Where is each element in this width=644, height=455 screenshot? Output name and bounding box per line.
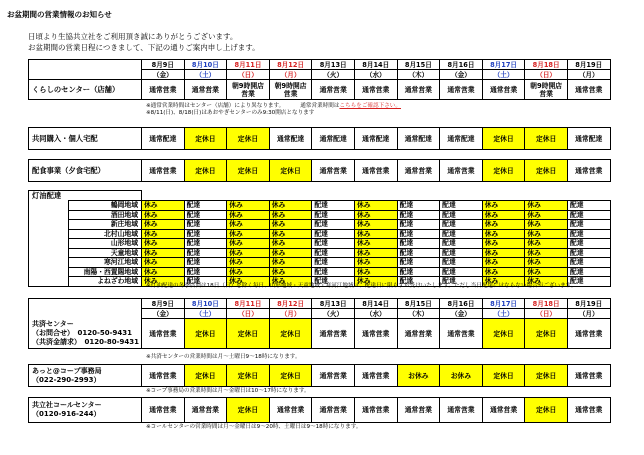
weekday-cell: （火） <box>312 309 355 319</box>
toyu-cell: 休み <box>142 258 185 268</box>
toyu-cell: 配達 <box>184 267 227 277</box>
haishoku-cell: 定休日 <box>482 160 525 182</box>
date-cell: 8月19日 <box>567 299 610 309</box>
date-cell: 8月10日 <box>184 299 227 309</box>
kyosai-label-line: （お問合せ） 0120-50-9431 <box>32 328 133 337</box>
weekday-cell: （水） <box>354 309 397 319</box>
toyu-cell: 配達 <box>567 267 610 277</box>
call-cell: 通常営業 <box>184 398 227 423</box>
kyosai-row <box>29 319 611 349</box>
kyosai-cell: 通常営業 <box>312 319 355 349</box>
toyu-cell: 配達 <box>567 210 610 220</box>
toyu-cell: 配達 <box>567 277 610 287</box>
date-cell: 8月17日 <box>482 299 525 309</box>
haishoku-cell: 通常営業 <box>440 160 483 182</box>
kyodo-label: 共同購入・個人宅配 <box>29 128 142 150</box>
toyu-area-row <box>29 267 611 277</box>
toyu-cell: 配達 <box>440 277 483 287</box>
kurashi-cell: 通常営業 <box>354 80 397 100</box>
haishoku-row <box>29 160 611 182</box>
atto-cell: お休み <box>440 365 483 387</box>
kyosai-label-line: 共済センター <box>32 319 74 328</box>
haishoku-label: 配食事業（夕食宅配） <box>29 160 142 182</box>
toyu-note: ※灯油配達の冬季店回は18日（日）を除く毎日、山形地域・天童地域・寒河江地域は、配達日に限らずお受けいたします。ただし当日配達にはならない場合がございます。 <box>146 283 577 289</box>
weekday-cell: （木） <box>397 309 440 319</box>
date-cell: 8月16日 <box>440 60 483 70</box>
toyu-cell: 休み <box>142 248 185 258</box>
atto-row <box>29 365 611 387</box>
date-cell: 8月10日 <box>184 60 227 70</box>
toyu-cell: 配達 <box>397 210 440 220</box>
toyu-cell: 配達 <box>440 248 483 258</box>
kurashi-cell <box>525 80 568 100</box>
toyu-cell: 休み <box>354 248 397 258</box>
atto-label <box>29 365 142 387</box>
toyu-cell: 休み <box>354 277 397 287</box>
schedule-table-kyodo <box>28 127 611 150</box>
haishoku-cell: 通常営業 <box>397 160 440 182</box>
toyu-cell: 休み <box>269 220 312 230</box>
kurashi-cell <box>269 80 312 100</box>
toyu-lead-blank <box>29 201 69 211</box>
kurashi-cell: 通常営業 <box>312 80 355 100</box>
kyosai-cell: 通常営業 <box>440 319 483 349</box>
kyosai-cell: 定休日 <box>269 319 312 349</box>
weekday-cell: （日） <box>525 309 568 319</box>
toyu-area-row <box>29 210 611 220</box>
toyu-cell: 休み <box>482 229 525 239</box>
toyu-cell: 配達 <box>312 201 355 211</box>
toyu-cell: 配達 <box>440 220 483 230</box>
toyu-area-label: 山形地域 <box>69 239 142 249</box>
kyodo-cell: 通常配達 <box>440 128 483 150</box>
call-note: ※コールセンターの営業時間は月～金曜日は9～20時、土曜日は9～18時になります。 <box>146 424 362 430</box>
toyu-cell: 休み <box>227 210 270 220</box>
toyu-cell: 休み <box>354 201 397 211</box>
haishoku-cell: 通常営業 <box>567 160 610 182</box>
toyu-area-label: 新庄地域 <box>69 220 142 230</box>
toyu-cell: 配達 <box>397 201 440 211</box>
kurashi-cell-l2: 営業 <box>241 89 255 98</box>
weekday-cell: （月） <box>269 309 312 319</box>
toyu-cell: 配達 <box>567 201 610 211</box>
toyu-lead-blank <box>29 229 69 239</box>
toyu-cell: 休み <box>482 239 525 249</box>
call-cell: 通常営業 <box>440 398 483 423</box>
weekday-cell: （金） <box>440 309 483 319</box>
kyosai-note: ※共済センターの営業時間は月～土曜日9～18時になります。 <box>146 354 301 360</box>
toyu-cell: 配達 <box>184 277 227 287</box>
hours-link[interactable]: こちらをご確認下さい。 <box>339 103 401 109</box>
kurashi-cell: 通常営業 <box>440 80 483 100</box>
weekday-cell: （月） <box>567 70 610 80</box>
date-cell: 8月11日 <box>227 60 270 70</box>
kurashi-cell-l2: 営業 <box>539 89 553 98</box>
toyu-cell: 配達 <box>184 229 227 239</box>
toyu-cell: 休み <box>142 239 185 249</box>
kurashi-cell: 通常営業 <box>567 80 610 100</box>
schedule-table-toyu <box>28 190 611 287</box>
kyodo-cell: 通常配達 <box>567 128 610 150</box>
kyosai-label-line: （共済金請求） 0120-80-9431 <box>32 337 140 346</box>
toyu-cell: 配達 <box>184 220 227 230</box>
atto-cell: 定休日 <box>269 365 312 387</box>
date-cell: 8月16日 <box>440 299 483 309</box>
toyu-cell: 配達 <box>184 258 227 268</box>
toyu-cell: 休み <box>269 229 312 239</box>
toyu-lead-blank <box>29 210 69 220</box>
page-title: お盆期間の営業情報のお知らせ <box>7 10 112 19</box>
atto-cell: 定休日 <box>525 365 568 387</box>
atto-label-line: あっと@コープ事務局 <box>32 366 102 375</box>
kurashi-label: くらしのセンター（店舗） <box>29 80 142 100</box>
call-cell: 通常営業 <box>567 398 610 423</box>
toyu-lead-blank <box>29 258 69 268</box>
schedule-table-atto <box>28 364 611 387</box>
toyu-cell: 配達 <box>440 267 483 277</box>
toyu-cell: 休み <box>269 210 312 220</box>
call-row <box>29 398 611 423</box>
toyu-lead-blank <box>29 220 69 230</box>
kyodo-cell: 定休日 <box>482 128 525 150</box>
toyu-lead-blank <box>29 239 69 249</box>
kurashi-cell-l1: 朝9時開店 <box>232 81 264 90</box>
toyu-cell: 休み <box>227 239 270 249</box>
toyu-cell: 休み <box>142 220 185 230</box>
date-cell: 8月13日 <box>312 299 355 309</box>
kyosai-cell: 通常営業 <box>397 319 440 349</box>
toyu-cell: 休み <box>482 248 525 258</box>
header-blank <box>29 60 142 70</box>
atto-cell: 通常営業 <box>354 365 397 387</box>
date-cell: 8月12日 <box>269 60 312 70</box>
weekday-cell: （土） <box>184 309 227 319</box>
toyu-lead-blank <box>29 277 69 287</box>
toyu-cell: 休み <box>525 277 568 287</box>
toyu-cell: 配達 <box>312 210 355 220</box>
toyu-cell: 配達 <box>440 258 483 268</box>
toyu-area-row <box>29 239 611 249</box>
atto-note: ※コープ事務局の営業時間は月～金曜日は10～17時になります。 <box>146 388 310 394</box>
call-cell: 通常営業 <box>312 398 355 423</box>
atto-cell: 通常営業 <box>312 365 355 387</box>
toyu-cell: 休み <box>227 229 270 239</box>
call-cell: 通常営業 <box>354 398 397 423</box>
kurashi-cell: 通常営業 <box>482 80 525 100</box>
intro-line-2: お盆期間の営業日程につきまして、下記の通りご案内申し上げます。 <box>28 43 260 52</box>
toyu-cell: 休み <box>525 248 568 258</box>
kyodo-cell: 定休日 <box>525 128 568 150</box>
toyu-cell: 休み <box>227 277 270 287</box>
weekday-cell: （土） <box>482 309 525 319</box>
call-cell: 通常営業 <box>269 398 312 423</box>
haishoku-cell: 定休日 <box>227 160 270 182</box>
toyu-cell: 休み <box>354 239 397 249</box>
header-blank <box>29 309 142 319</box>
kyosai-cell: 定休日 <box>525 319 568 349</box>
kyodo-cell: 通常配達 <box>142 128 185 150</box>
toyu-area-label: 北村山地域 <box>69 229 142 239</box>
kyosai-cell: 定休日 <box>184 319 227 349</box>
toyu-cell: 休み <box>227 220 270 230</box>
date-header-row-2 <box>29 299 611 309</box>
intro-text <box>28 31 260 53</box>
toyu-cell: 休み <box>482 267 525 277</box>
date-cell: 8月9日 <box>142 60 185 70</box>
toyu-cell: 休み <box>269 201 312 211</box>
intro-line-1: 日頃より生協共立社をご利用頂き誠にありがとうございます。 <box>28 32 238 41</box>
kyodo-cell: 通常配達 <box>354 128 397 150</box>
toyu-area-label: 鶴岡地域 <box>69 201 142 211</box>
toyu-cell: 配達 <box>312 239 355 249</box>
toyu-area-row <box>29 248 611 258</box>
toyu-cell: 休み <box>269 258 312 268</box>
toyu-cell: 配達 <box>312 258 355 268</box>
date-cell: 8月17日 <box>482 60 525 70</box>
date-cell: 8月9日 <box>142 299 185 309</box>
date-cell: 8月15日 <box>397 299 440 309</box>
kurashi-cell-l1: 朝9時開店 <box>274 81 307 90</box>
toyu-cell: 休み <box>525 210 568 220</box>
atto-cell: 定休日 <box>482 365 525 387</box>
toyu-area-row <box>29 201 611 211</box>
kyodo-cell: 通常配達 <box>269 128 312 150</box>
date-cell: 8月18日 <box>525 299 568 309</box>
toyu-cell: 休み <box>482 258 525 268</box>
atto-cell: 通常営業 <box>567 365 610 387</box>
weekday-cell: （金） <box>440 70 483 80</box>
kurashi-cell-l2: 営業 <box>283 89 298 98</box>
toyu-label: 灯油配達 <box>29 191 142 201</box>
toyu-cell: 休み <box>227 267 270 277</box>
toyu-area-row <box>29 258 611 268</box>
kurashi-cell: 通常営業 <box>397 80 440 100</box>
toyu-cell: 休み <box>354 267 397 277</box>
date-cell: 8月18日 <box>525 60 568 70</box>
toyu-cell: 配達 <box>567 220 610 230</box>
toyu-cell: 配達 <box>567 239 610 249</box>
kyosai-cell: 定休日 <box>482 319 525 349</box>
toyu-area-label: 南陽・西置賜地域 <box>69 267 142 277</box>
toyu-cell: 配達 <box>397 267 440 277</box>
call-cell: 通常営業 <box>142 398 185 423</box>
kurashi-note-1-text: ※通常営業時間はセンター（店舗）により異なります。 <box>146 103 285 109</box>
toyu-cell: 配達 <box>440 239 483 249</box>
header-blank <box>29 70 142 80</box>
atto-cell: 定休日 <box>227 365 270 387</box>
weekday-cell: （水） <box>354 70 397 80</box>
toyu-cell: 配達 <box>312 229 355 239</box>
toyu-cell: 休み <box>525 239 568 249</box>
toyu-cell: 配達 <box>567 229 610 239</box>
toyu-cell: 配達 <box>312 267 355 277</box>
kyodo-cell: 通常配達 <box>397 128 440 150</box>
toyu-cell: 休み <box>142 229 185 239</box>
toyu-cell: 配達 <box>184 248 227 258</box>
weekday-cell: （金） <box>142 70 185 80</box>
toyu-cell: 配達 <box>312 277 355 287</box>
kurashi-note-1-mid: 通常営業時間は <box>300 103 340 109</box>
toyu-area-row <box>29 229 611 239</box>
kyosai-cell: 通常営業 <box>567 319 610 349</box>
toyu-cell: 休み <box>482 277 525 287</box>
date-cell: 8月19日 <box>567 60 610 70</box>
toyu-cell: 休み <box>525 258 568 268</box>
toyu-cell: 配達 <box>312 220 355 230</box>
kyosai-cell: 通常営業 <box>142 319 185 349</box>
kyosai-cell: 通常営業 <box>354 319 397 349</box>
toyu-cell: 配達 <box>440 229 483 239</box>
toyu-cell: 配達 <box>184 201 227 211</box>
kurashi-cell <box>227 80 270 100</box>
toyu-cell: 休み <box>269 239 312 249</box>
weekday-cell: （木） <box>397 70 440 80</box>
toyu-cell: 配達 <box>397 220 440 230</box>
toyu-title-spacer <box>142 191 611 201</box>
call-cell: 定休日 <box>227 398 270 423</box>
kurashi-note-1 <box>146 103 401 110</box>
weekday-cell: （日） <box>227 309 270 319</box>
toyu-cell: 休み <box>525 267 568 277</box>
toyu-cell: 休み <box>269 267 312 277</box>
toyu-cell: 配達 <box>567 248 610 258</box>
call-label-line: （0120-916-244） <box>32 410 101 418</box>
toyu-cell: 休み <box>142 277 185 287</box>
kyodo-cell: 定休日 <box>227 128 270 150</box>
toyu-cell: 休み <box>525 220 568 230</box>
weekday-cell: （日） <box>227 70 270 80</box>
call-cell: 通常営業 <box>397 398 440 423</box>
toyu-cell: 配達 <box>312 248 355 258</box>
toyu-cell: 配達 <box>567 258 610 268</box>
haishoku-cell: 定休日 <box>184 160 227 182</box>
toyu-cell: 配達 <box>184 239 227 249</box>
date-cell: 8月14日 <box>354 299 397 309</box>
schedule-table-kyosai <box>28 298 611 349</box>
atto-cell: 定休日 <box>184 365 227 387</box>
toyu-cell: 休み <box>354 210 397 220</box>
haishoku-cell: 定休日 <box>269 160 312 182</box>
haishoku-cell: 定休日 <box>525 160 568 182</box>
toyu-cell: 休み <box>227 258 270 268</box>
kurashi-cell: 通常営業 <box>184 80 227 100</box>
haishoku-cell: 通常営業 <box>142 160 185 182</box>
kurashi-note-2: ※8/11(日)、8/18(日)はあおやぎセンターのみ9:30開店となります <box>146 110 315 116</box>
toyu-title-row <box>29 191 611 201</box>
toyu-cell: 休み <box>269 248 312 258</box>
toyu-cell: 休み <box>354 220 397 230</box>
kurashi-cell-l1: 朝9時開店 <box>530 81 563 90</box>
toyu-cell: 休み <box>142 210 185 220</box>
call-cell: 通常営業 <box>482 398 525 423</box>
toyu-cell: 休み <box>269 277 312 287</box>
date-cell: 8月14日 <box>354 60 397 70</box>
schedule-table-kurashi <box>28 59 611 100</box>
toyu-cell: 休み <box>525 229 568 239</box>
toyu-cell: 休み <box>482 201 525 211</box>
date-cell: 8月13日 <box>312 60 355 70</box>
call-cell: 定休日 <box>525 398 568 423</box>
kyosai-label <box>29 319 142 349</box>
toyu-cell: 休み <box>227 201 270 211</box>
toyu-cell: 休み <box>142 267 185 277</box>
haishoku-cell: 通常営業 <box>354 160 397 182</box>
toyu-cell: 配達 <box>184 210 227 220</box>
kurashi-cell: 通常営業 <box>142 80 185 100</box>
schedule-table-haishoku <box>28 159 611 182</box>
atto-label-line: （022-290-2993） <box>32 375 101 384</box>
weekday-cell: （月） <box>269 70 312 80</box>
toyu-cell: 配達 <box>440 201 483 211</box>
haishoku-cell: 通常営業 <box>312 160 355 182</box>
weekday-cell: （金） <box>142 309 185 319</box>
kyodo-cell: 定休日 <box>184 128 227 150</box>
toyu-cell: 配達 <box>397 277 440 287</box>
date-cell: 8月11日 <box>227 299 270 309</box>
toyu-cell: 休み <box>354 229 397 239</box>
toyu-area-label: 天童地域 <box>69 248 142 258</box>
weekday-cell: （日） <box>525 70 568 80</box>
toyu-cell: 休み <box>142 201 185 211</box>
toyu-cell: 休み <box>482 210 525 220</box>
toyu-cell: 配達 <box>397 239 440 249</box>
toyu-cell: 配達 <box>397 258 440 268</box>
toyu-cell: 休み <box>482 220 525 230</box>
header-blank <box>29 299 142 309</box>
date-header-row <box>29 60 611 70</box>
weekday-cell: （土） <box>184 70 227 80</box>
kyodo-row <box>29 128 611 150</box>
toyu-cell: 休み <box>354 258 397 268</box>
toyu-lead-blank <box>29 267 69 277</box>
date-cell: 8月15日 <box>397 60 440 70</box>
toyu-area-label: 寒河江地域 <box>69 258 142 268</box>
kyosai-cell: 定休日 <box>227 319 270 349</box>
weekday-header-row-2 <box>29 309 611 319</box>
weekday-header-row <box>29 70 611 80</box>
toyu-lead-blank <box>29 248 69 258</box>
toyu-cell: 配達 <box>440 210 483 220</box>
weekday-cell: （月） <box>567 309 610 319</box>
weekday-cell: （火） <box>312 70 355 80</box>
toyu-area-label: よねざわ地域 <box>69 277 142 287</box>
toyu-cell: 休み <box>227 248 270 258</box>
toyu-cell: 配達 <box>397 229 440 239</box>
weekday-cell: （土） <box>482 70 525 80</box>
atto-cell: 通常営業 <box>142 365 185 387</box>
kurashi-row <box>29 80 611 100</box>
toyu-area-row <box>29 220 611 230</box>
date-cell: 8月12日 <box>269 299 312 309</box>
kyodo-cell: 通常配達 <box>312 128 355 150</box>
toyu-cell: 配達 <box>397 248 440 258</box>
atto-cell: お休み <box>397 365 440 387</box>
toyu-cell: 休み <box>525 201 568 211</box>
schedule-table-call <box>28 397 611 423</box>
toyu-area-label: 酒田地域 <box>69 210 142 220</box>
call-label <box>29 398 142 423</box>
call-label-line: 共立社コールセンター <box>32 401 102 409</box>
